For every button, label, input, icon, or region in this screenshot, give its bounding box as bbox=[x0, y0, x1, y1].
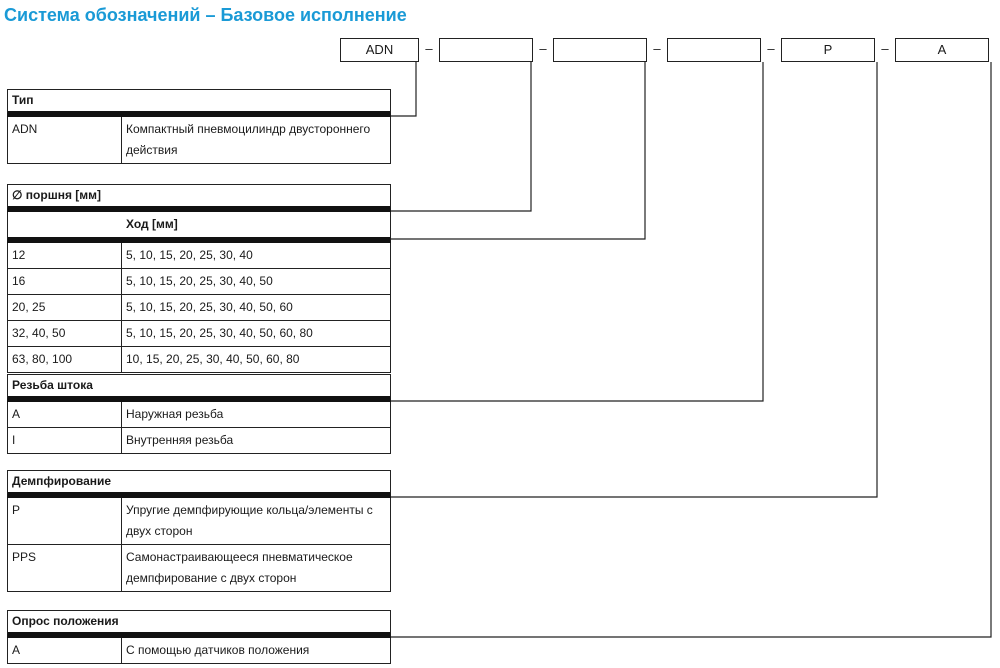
table-row bbox=[7, 295, 391, 321]
row-code: A bbox=[8, 402, 122, 427]
page-title: Система обозначений – Базовое исполнение bbox=[4, 5, 407, 25]
code-box-type: ADN bbox=[340, 38, 419, 62]
row-desc: 5, 10, 15, 20, 25, 30, 40, 50, 60 bbox=[126, 300, 293, 314]
table-row bbox=[7, 545, 391, 592]
sensing-header: Опрос положения bbox=[7, 610, 391, 638]
connector-cushion bbox=[391, 62, 877, 497]
table-row bbox=[7, 321, 391, 347]
row-desc: 5, 10, 15, 20, 25, 30, 40, 50, 60, 80 bbox=[126, 326, 313, 340]
type-table bbox=[7, 89, 391, 164]
cushion-header: Демпфирование bbox=[7, 470, 391, 498]
row-desc: 10, 15, 20, 25, 30, 40, 50, 60, 80 bbox=[126, 352, 300, 366]
table-row bbox=[7, 498, 391, 545]
row-code: A bbox=[8, 638, 122, 663]
table-row bbox=[7, 347, 391, 373]
table-row bbox=[7, 402, 391, 428]
row-code: ADN bbox=[8, 117, 122, 163]
table-row bbox=[7, 243, 391, 269]
row-code: 16 bbox=[8, 269, 122, 294]
table-row bbox=[7, 428, 391, 454]
piston-table bbox=[7, 184, 391, 373]
code-separator: – bbox=[881, 41, 889, 56]
code-separator: – bbox=[425, 41, 433, 56]
stroke-subheader: Ход [мм] bbox=[126, 217, 178, 231]
row-desc: 5, 10, 15, 20, 25, 30, 40, 50 bbox=[126, 274, 273, 288]
row-desc: Внутренняя резьба bbox=[126, 433, 234, 447]
code-box-cushion: P bbox=[781, 38, 875, 62]
row-desc: Компактный пневмоцилиндр двустороннего действия bbox=[126, 122, 371, 157]
connector-type bbox=[391, 62, 416, 116]
sensing-table bbox=[7, 610, 391, 664]
connector-piston bbox=[391, 62, 531, 211]
row-code: P bbox=[8, 498, 122, 544]
code-box-sensing: A bbox=[895, 38, 989, 62]
connector-stroke bbox=[391, 62, 645, 239]
piston-header: ∅ поршня [мм] bbox=[7, 184, 391, 212]
table-row bbox=[7, 638, 391, 664]
thread-table bbox=[7, 374, 391, 454]
connector-thread bbox=[391, 62, 763, 401]
connector-sensing bbox=[391, 62, 991, 637]
code-separator: – bbox=[539, 41, 547, 56]
row-code: 63, 80, 100 bbox=[8, 347, 122, 372]
thread-header: Резьба штока bbox=[7, 374, 391, 402]
row-code: 32, 40, 50 bbox=[8, 321, 122, 346]
row-desc: С помощью датчиков положения bbox=[126, 643, 310, 657]
cushion-table bbox=[7, 470, 391, 592]
table-row bbox=[7, 269, 391, 295]
row-code: I bbox=[8, 428, 122, 453]
row-desc: Упругие демпфирующие кольца/элементы с двух сторон bbox=[126, 503, 373, 538]
row-desc: Самонастраивающееся пневматическое демпфирование с двух сторон bbox=[126, 550, 353, 585]
row-code: 20, 25 bbox=[8, 295, 122, 320]
row-desc: 5, 10, 15, 20, 25, 30, 40 bbox=[126, 248, 253, 262]
row-desc: Наружная резьба bbox=[126, 407, 224, 421]
row-code: 12 bbox=[8, 243, 122, 268]
type-header: Тип bbox=[7, 89, 391, 117]
code-separator: – bbox=[653, 41, 661, 56]
code-separator: – bbox=[767, 41, 775, 56]
stroke-subheader-row bbox=[7, 212, 391, 243]
table-row bbox=[7, 117, 391, 164]
row-code: PPS bbox=[8, 545, 122, 591]
